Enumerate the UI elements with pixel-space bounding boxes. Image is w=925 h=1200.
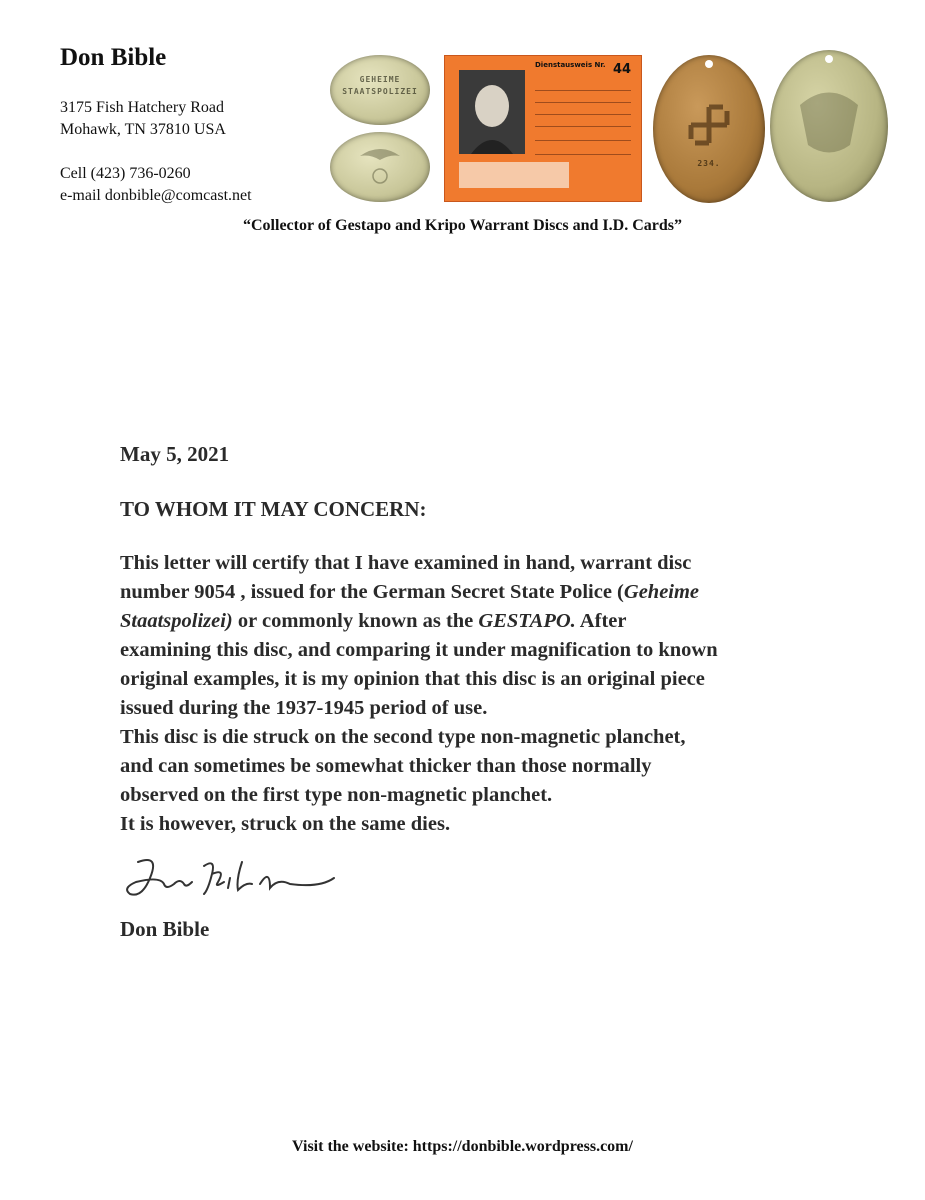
body-line: examining this disc, and comparing it under magnification to known xyxy=(120,639,718,661)
disc-text-2: STAATSPOLIZEI xyxy=(342,87,418,96)
letter-date: May 5, 2021 xyxy=(120,442,230,466)
portrait-icon xyxy=(459,70,525,154)
body-line: issued during the 1937-1945 period of use. xyxy=(120,697,488,719)
disc-text-1: GEHEIME xyxy=(359,75,401,84)
id-card-number: 44 xyxy=(613,62,632,77)
kripo-disc-image xyxy=(653,55,765,203)
gestapo-disc-front-image xyxy=(330,55,430,125)
id-card-signature-area xyxy=(459,162,569,188)
body-text: or commonly known as the xyxy=(232,610,479,632)
kripo-disc-back-image xyxy=(770,50,888,202)
body-italic: GESTAPO. xyxy=(478,610,576,632)
salutation: TO WHOM IT MAY CONCERN: xyxy=(120,497,427,521)
body-line xyxy=(120,578,860,607)
phone-number: Cell (423) 736-0260 xyxy=(60,165,191,182)
body-line: original examples, it is my opinion that this disc is an original piece xyxy=(120,668,705,690)
body-line xyxy=(120,607,860,636)
eagle-emblem-icon xyxy=(330,132,430,202)
body-text: number 9054 , issued for the German Secret State Police ( xyxy=(120,581,624,603)
id-photo xyxy=(459,70,525,154)
body-italic: Geheime xyxy=(623,581,700,603)
eagle-icon xyxy=(770,50,888,202)
body-line: It is however, struck on the same dies. xyxy=(120,813,451,835)
kripo-disc-number: 234. xyxy=(697,159,721,168)
id-card-image xyxy=(444,55,642,202)
body-line: observed on the first type non-magnetic planchet. xyxy=(120,784,553,806)
letter-body xyxy=(120,549,860,839)
body-italic: Staatspolizei) xyxy=(120,610,233,632)
signer-name: Don Bible xyxy=(120,917,210,941)
footer-website: Visit the website: https://donbible.wordpress.com/ xyxy=(292,1138,633,1155)
body-text: After xyxy=(575,610,627,632)
address-line-1: 3175 Fish Hatchery Road xyxy=(60,99,224,116)
letterhead-name: Don Bible xyxy=(60,44,167,71)
body-line: This letter will certify that I have examined in hand, warrant disc xyxy=(120,552,692,574)
body-line: This disc is die struck on the second type non-magnetic planchet, xyxy=(120,726,686,748)
id-card-title: Dienstausweis Nr. xyxy=(535,61,606,69)
emblem-icon xyxy=(653,55,765,203)
email-address: e-mail donbible@comcast.net xyxy=(60,187,252,204)
tagline: “Collector of Gestapo and Kripo Warrant Discs and I.D. Cards” xyxy=(243,217,682,234)
gestapo-disc-back-image xyxy=(330,132,430,202)
handwritten-signature xyxy=(120,848,350,908)
body-line: and can sometimes be somewhat thicker than those normally xyxy=(120,755,652,777)
address-line-2: Mohawk, TN 37810 USA xyxy=(60,121,226,138)
